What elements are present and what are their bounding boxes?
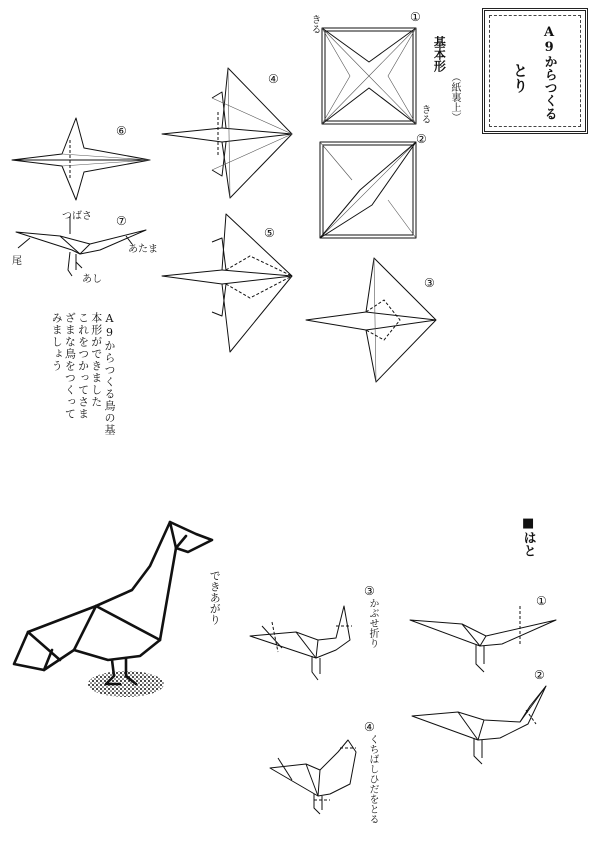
cut-label-right: きる (419, 104, 430, 124)
step7-label-tsubasa: つばさ (62, 211, 92, 222)
step-top-1-number: ① (410, 10, 421, 24)
step7-label-o: 尾 (12, 256, 22, 267)
hato-step-3-text: かぶせ折り (367, 598, 378, 648)
step-top-2-number: ② (416, 132, 427, 146)
hato-heading: ■はと (520, 516, 536, 557)
step-top-7-number: ⑦ (116, 214, 127, 228)
step-top-3-number: ③ (424, 276, 435, 290)
step-top-4-number: ④ (268, 72, 279, 86)
hato-step-4-number: ④ (364, 720, 375, 734)
hato-step-4-text: くちばしひだをとる (367, 734, 378, 824)
hato-step-2-number: ② (534, 668, 545, 682)
cut-label-top: きる (309, 14, 320, 34)
description-line-4: ざまな鳥をつくって (63, 312, 77, 420)
kihon-note: （紙裏上） (449, 72, 460, 122)
step-top-5-number: ⑤ (264, 226, 275, 240)
title-line-2: とり (511, 63, 529, 93)
description-line-2: 本形ができました (89, 312, 103, 408)
finished-label: できあがり (208, 570, 222, 625)
description-line-3: これをつかってさま (76, 312, 90, 420)
title-line-1: A9からつくる (541, 25, 557, 120)
step7-label-atama: あたま (128, 244, 158, 255)
hato-step-3-number: ③ (364, 584, 375, 598)
hato-step-1-number: ① (536, 594, 547, 608)
description-line-5: みましょう (50, 312, 64, 372)
step7-label-ashi: あし (82, 274, 102, 285)
kihon-heading: 基本形 (432, 36, 447, 72)
step-top-6-number: ⑥ (116, 124, 127, 138)
description-line-1: A9からつくる鳥の基 (102, 312, 116, 436)
